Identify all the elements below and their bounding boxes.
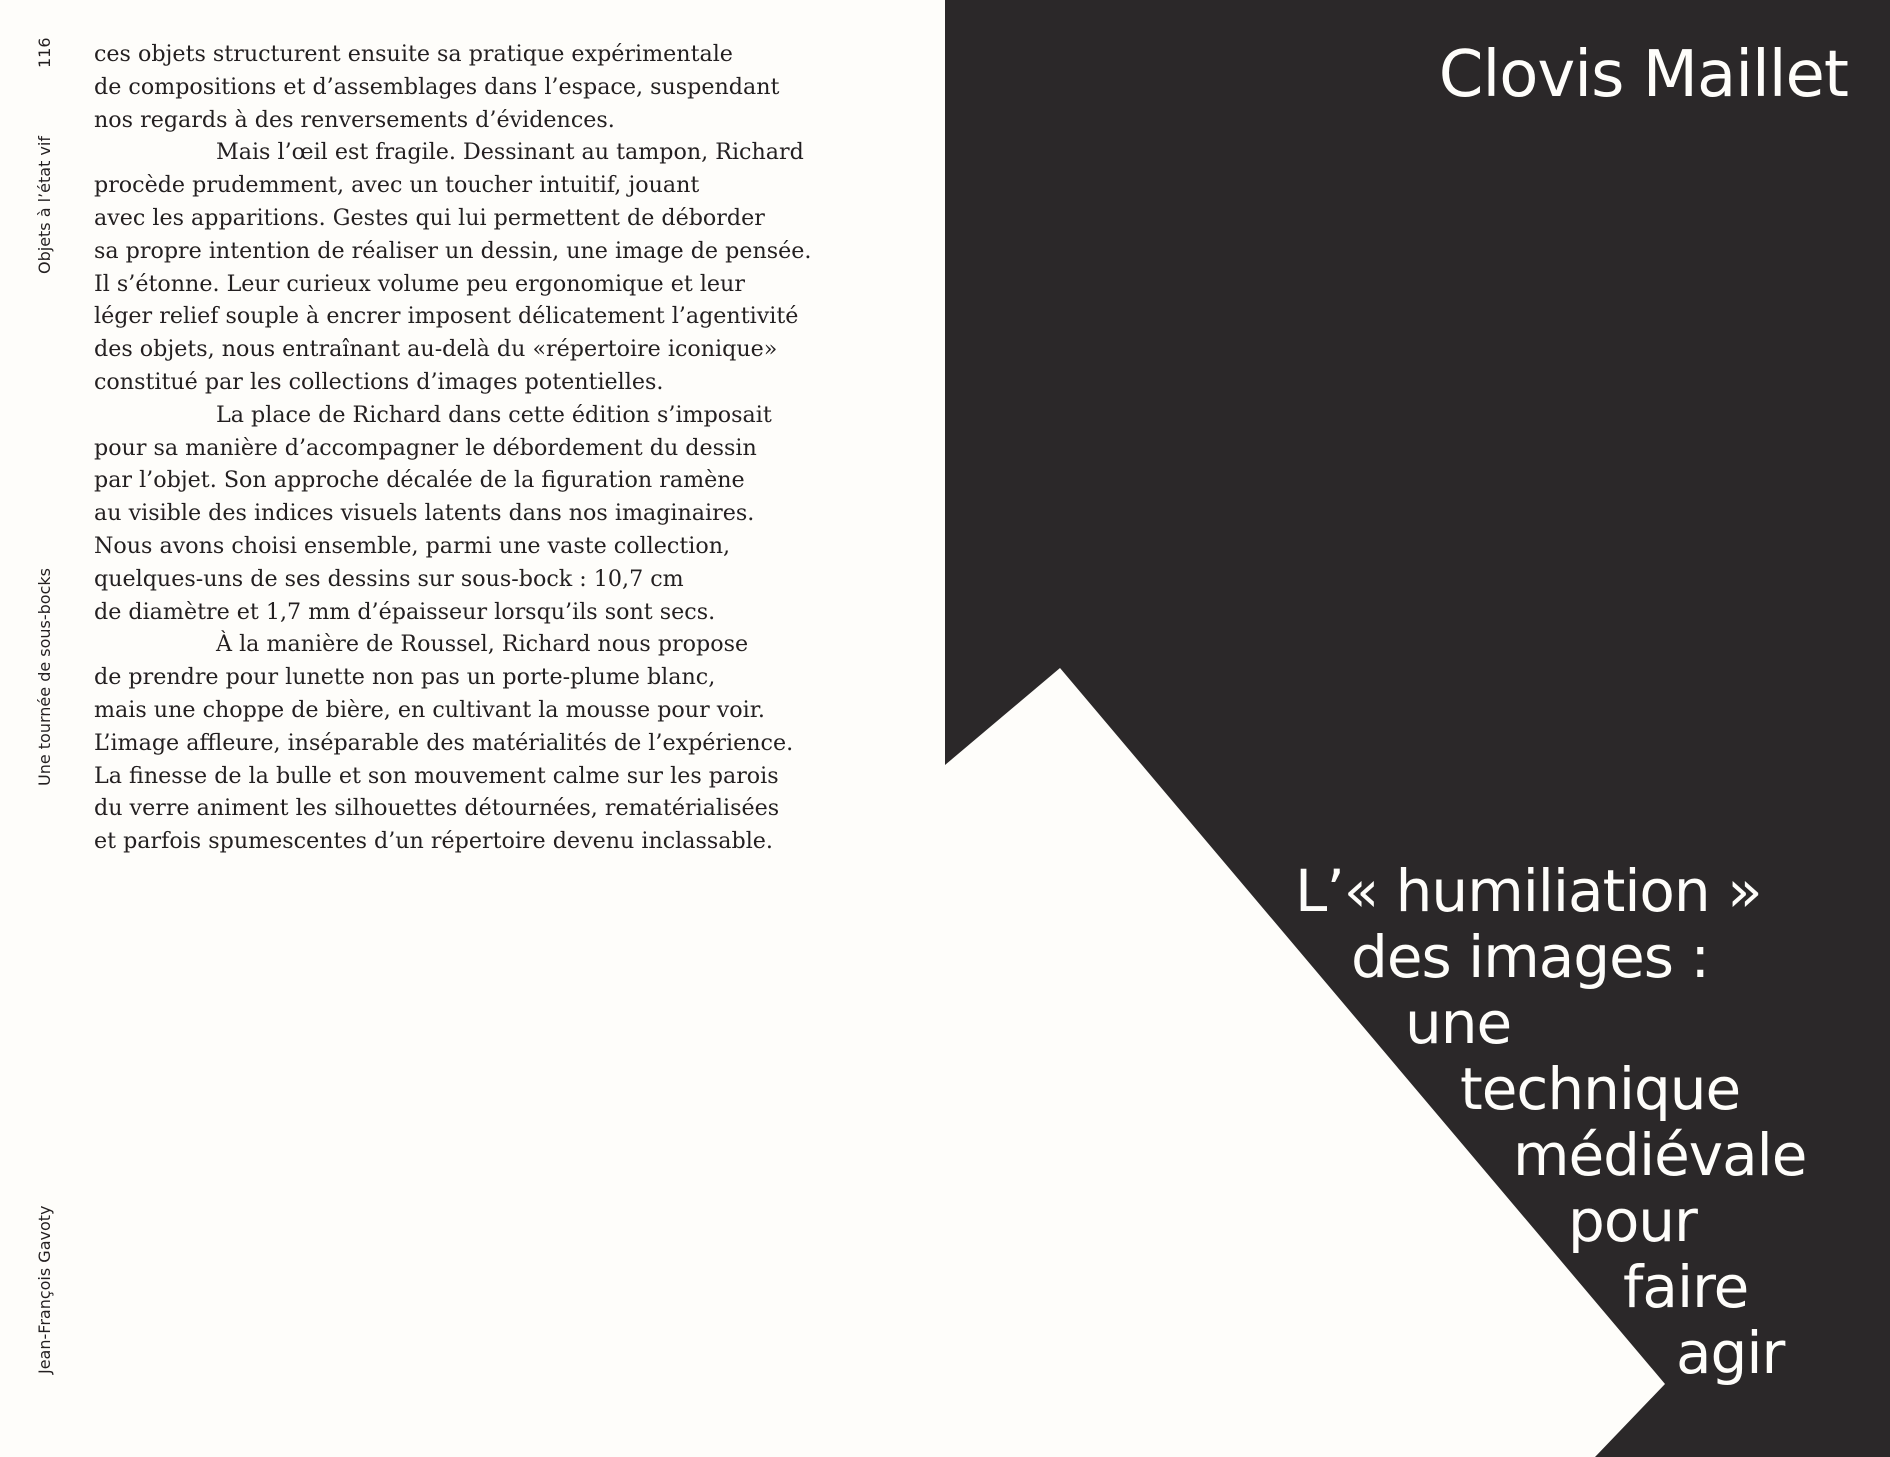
title-line-3: une	[1405, 989, 1512, 1057]
title-line-2: des images :	[1351, 923, 1710, 991]
text-line: au visible des indices visuels latents dans nos imaginaires.	[94, 500, 755, 527]
paragraph	[94, 399, 824, 629]
text-line: ces objets structurent ensuite sa pratique expérimentale	[94, 41, 733, 67]
text-line: de prendre pour lunette non pas un porte-plume blanc,	[94, 664, 716, 691]
text-line: procède prudemment, avec un toucher intuitif, jouant	[94, 172, 700, 199]
text-line: sa propre intention de réaliser un dessin, une image de pensée.	[94, 237, 812, 264]
running-head-book-title: Objets à l’état vif	[35, 136, 54, 274]
text-line: nos regards à des renversements d’évidences.	[94, 106, 615, 133]
body-text	[94, 38, 824, 858]
text-line: de compositions et d’assemblages dans l’espace, suspendant	[94, 73, 780, 100]
paragraph	[94, 38, 824, 136]
text-line: mais une choppe de bière, en cultivant la mousse pour voir.	[94, 696, 765, 723]
text-line: L’image affleure, inséparable des matérialités de l’expérience.	[94, 729, 794, 756]
text-line: pour sa manière d’accompagner le débordement du dessin	[94, 434, 757, 461]
text-line: La finesse de la bulle et son mouvement calme sur les parois	[94, 762, 779, 789]
title-line-5: médiévale	[1513, 1121, 1807, 1189]
text-line: léger relief souple à encrer imposent délicatement l’agentivité	[94, 303, 799, 330]
title-line-7: faire	[1623, 1253, 1749, 1321]
text-line: du verre animent les silhouettes détournées, rematérialisées	[94, 795, 780, 822]
title-line-4: technique	[1460, 1055, 1741, 1123]
text-line: de diamètre et 1,7 mm d’épaisseur lorsqu’ils sont secs.	[94, 598, 716, 625]
text-line: et parfois spumescentes d’un répertoire devenu inclassable.	[94, 828, 773, 855]
text-line: Il s’étonne. Leur curieux volume peu ergonomique et leur	[94, 270, 745, 297]
running-head-author: Jean-François Gavoty	[35, 1205, 54, 1374]
title-line-1: L’« humiliation »	[1295, 857, 1762, 925]
text-line: quelques-uns de ses dessins sur sous-bock : 10,7 cm	[94, 565, 684, 592]
text-line: par l’objet. Son approche décalée de la figuration ramène	[94, 467, 745, 494]
text-line: avec les apparitions. Gestes qui lui permettent de déborder	[94, 204, 765, 231]
text-line: Mais l’œil est fragile. Dessinant au tampon, Richard	[216, 139, 804, 166]
page-number: 116	[35, 37, 54, 68]
title-line-8: agir	[1676, 1319, 1785, 1387]
author-name: Clovis Maillet	[1438, 38, 1848, 112]
text-line: des objets, nous entraînant au-delà du «répertoire iconique»	[94, 336, 778, 363]
text-line: La place de Richard dans cette édition s’imposait	[216, 401, 772, 428]
running-head-chapter: Une tournée de sous-bocks	[35, 568, 54, 786]
text-line: constitué par les collections d’images potentielles.	[94, 368, 664, 395]
right-page	[945, 0, 1890, 1457]
text-line: Nous avons choisi ensemble, parmi une vaste collection,	[94, 532, 731, 559]
cover-graphic	[945, 0, 1890, 1457]
paragraph	[94, 136, 824, 398]
paragraph	[94, 628, 824, 858]
title-line-6: pour	[1568, 1187, 1697, 1255]
text-line: À la manière de Roussel, Richard nous propose	[216, 631, 749, 658]
